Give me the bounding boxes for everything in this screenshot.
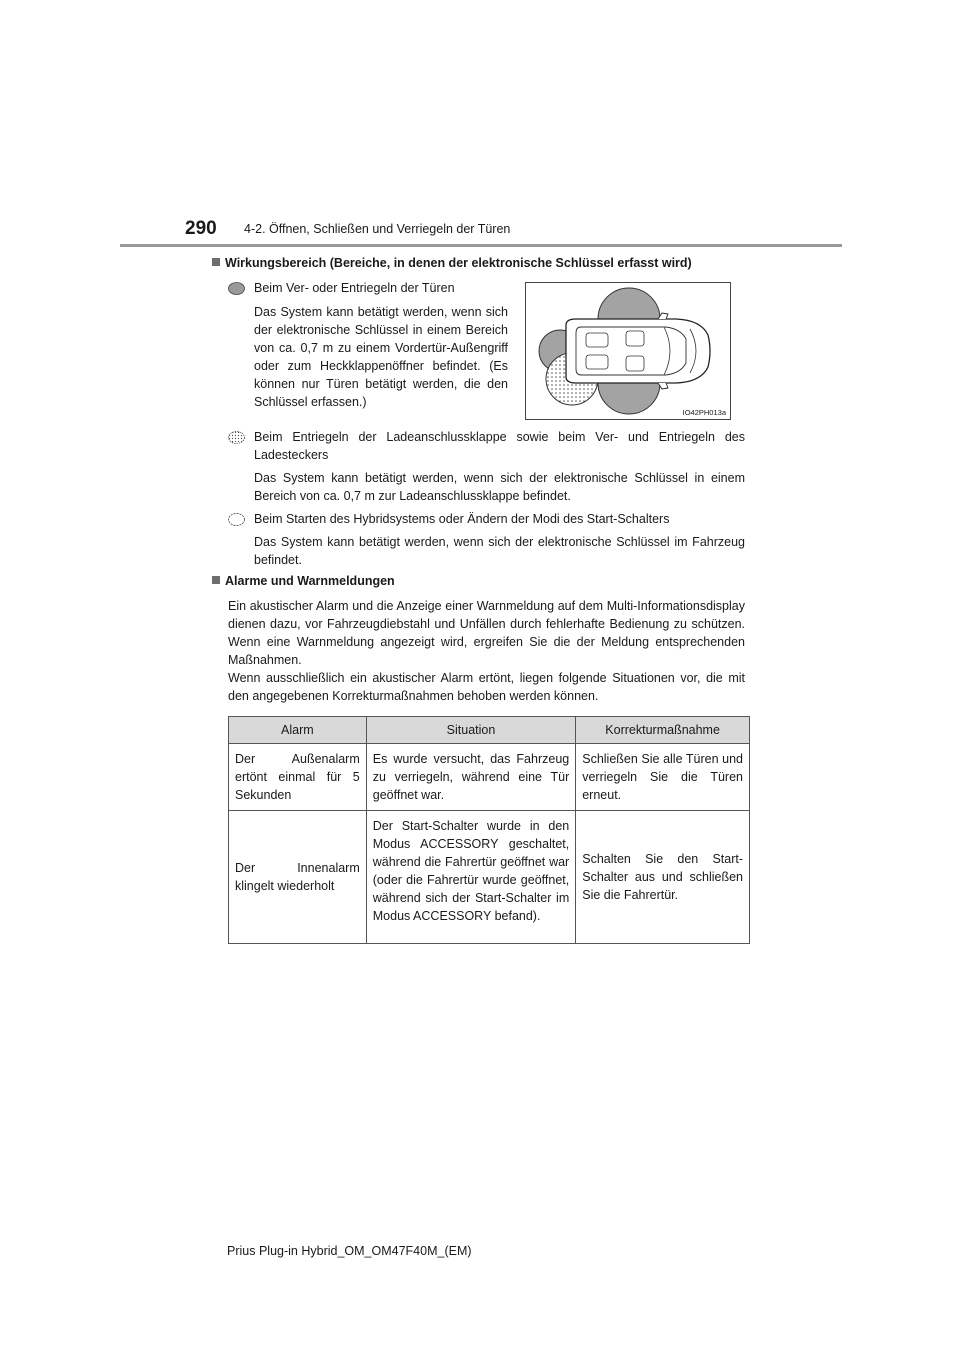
zone3-body: Das System kann betätigt werden, wenn sich der elektronische Schlüssel im Fahrzeug befindet. <box>254 535 745 567</box>
header-correction: Korrekturmaßnahme <box>576 717 750 744</box>
header-alarm: Alarm <box>229 717 367 744</box>
car-outline <box>566 319 710 383</box>
table-header-row <box>229 717 750 744</box>
zone1-title: Beim Ver- oder Entriegeln der Türen <box>254 281 455 295</box>
key-range-figure <box>525 282 731 420</box>
section-heading-alarms <box>212 574 395 588</box>
page-number: 290 <box>185 218 217 239</box>
dotted-zone-icon <box>228 431 245 444</box>
zone2-body: Das System kann betätigt werden, wenn sich der elektronische Schlüssel in einem Bereich von ca. 0,7 m zur Ladeanschlussklappe befindet. <box>254 471 745 503</box>
cell-correction: Schalten Sie den Start-Schalter aus und schließen Sie die Fahrertür. <box>576 811 750 944</box>
zone2-title: Beim Entriegeln der Ladeanschlussklappe sowie beim Ver- und Entriegeln des Ladesteckers <box>254 430 745 462</box>
square-bullet-icon <box>212 258 220 266</box>
cell-situation: Es wurde versucht, das Fahrzeug zu verriegeln, während eine Tür geöffnet war. <box>366 744 575 811</box>
header-rule <box>120 244 842 247</box>
section-heading-range-text: Wirkungsbereich (Bereiche, in denen der elektronische Schlüssel erfasst wird) <box>225 256 692 270</box>
square-bullet-icon <box>212 576 220 584</box>
table-row <box>229 811 750 944</box>
cell-alarm: Der Außenalarm ertönt einmal für 5 Sekunden <box>229 744 367 811</box>
section-heading-range <box>212 256 692 270</box>
alarm-table <box>228 716 750 944</box>
zone3-title: Beim Starten des Hybridsystems oder Ändern der Modi des Start-Schalters <box>254 512 670 526</box>
chapter-title: 4-2. Öffnen, Schließen und Verriegeln der Türen <box>244 222 511 236</box>
cell-alarm: Der Innenalarm klingelt wiederholt <box>229 811 367 944</box>
table-row <box>229 744 750 811</box>
cell-correction: Schließen Sie alle Türen und verriegeln Sie die Türen erneut. <box>576 744 750 811</box>
manual-id: Prius Plug-in Hybrid_OM_OM47F40M_(EM) <box>227 1244 472 1258</box>
car-detection-zones-diagram <box>526 283 730 419</box>
header-situation: Situation <box>366 717 575 744</box>
alarms-paragraph-2: Wenn ausschließlich ein akustischer Alarm ertönt, liegen folgende Situationen vor, die mit den angegebenen Korrekturmaßnahmen behoben werden können. <box>228 671 745 703</box>
cell-situation: Der Start-Schalter wurde in den Modus ACCESSORY geschaltet, während die Fahrertür geöffnet war (oder die Fahrertür wurde geöffnet, während sich der Start-Schalter im Modus ACCESSORY befand). <box>366 811 575 944</box>
outline-zone-icon <box>228 513 245 526</box>
figure-code: IO42PH013a <box>682 408 726 417</box>
section-heading-alarms-text: Alarme und Warnmeldungen <box>225 574 395 588</box>
alarms-paragraph-1: Ein akustischer Alarm und die Anzeige einer Warnmeldung auf dem Multi-Informationsdisplay dienen dazu, vor Fahrzeugdiebstahl und Unfällen durch fehlerhafte Bedienung zu schützen. Wenn eine Warnmeldung angezeigt wird, ergreifen Sie die der Meldung entsprechenden Maßnahmen. <box>228 599 745 667</box>
zone1-body: Das System kann betätigt werden, wenn sich der elektronische Schlüssel in einem Bereich von ca. 0,7 m zu einem Vordertür-Außengriff oder zum Heckklappenöffner befindet. (Es können nur Türen betätigt werden, die den Schlüssel erfassen.) <box>254 305 508 409</box>
solid-zone-icon <box>228 282 245 295</box>
